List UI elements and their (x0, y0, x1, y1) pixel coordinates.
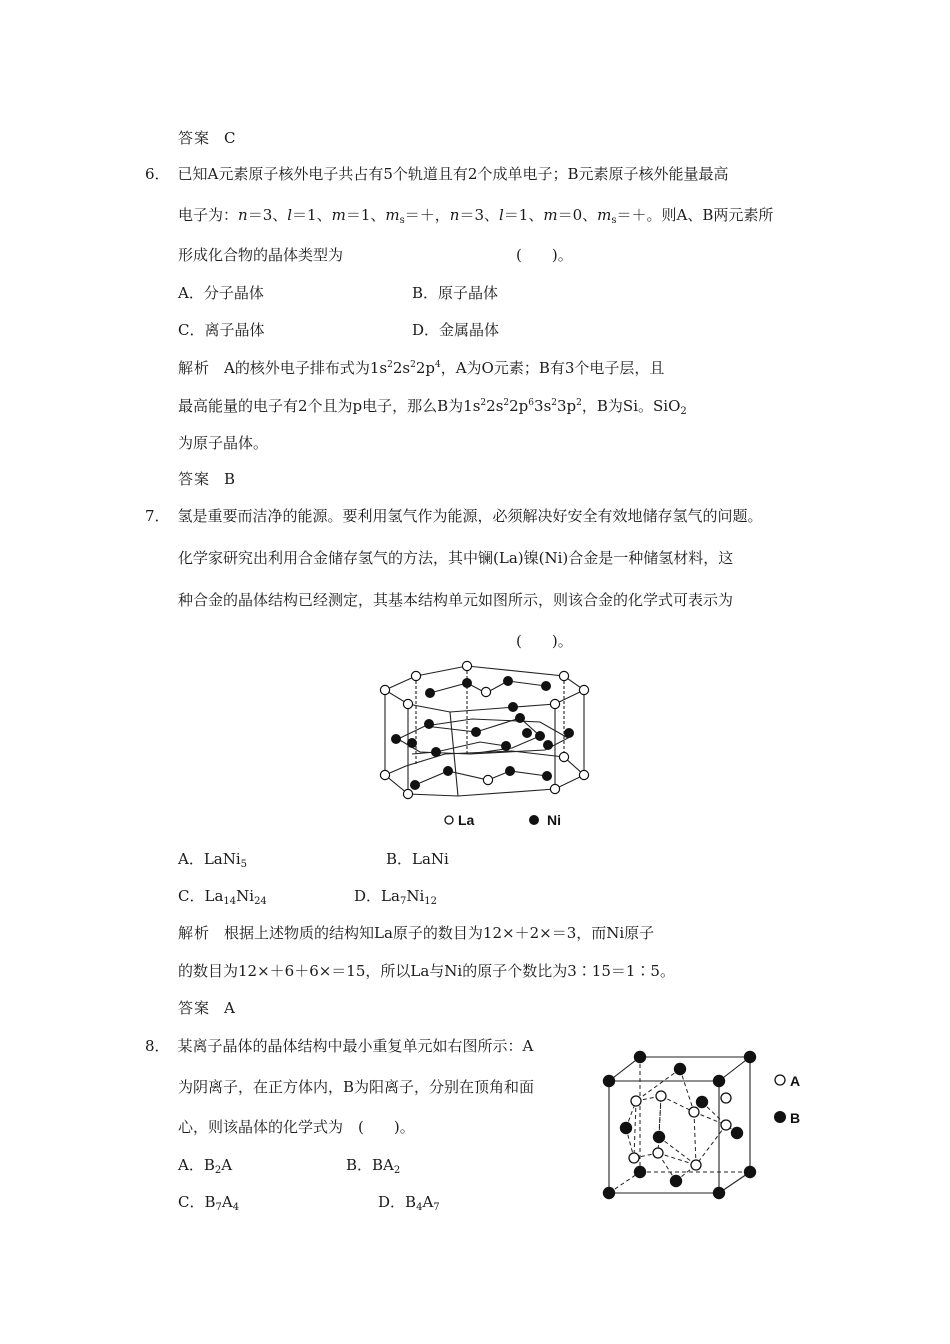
analysis-text: 2p (415, 359, 435, 377)
b-legend-icon (774, 1111, 786, 1123)
a-atom (691, 1160, 701, 1170)
subscript: 7 (433, 1202, 440, 1213)
a-atom (656, 1091, 666, 1101)
option-text: C．B (178, 1193, 216, 1211)
analysis-text: 最高能量的电子有2个且为p电子，那么B为1s (178, 397, 481, 415)
superscript: 2 (480, 398, 487, 408)
b-atom (696, 1096, 708, 1108)
subscript: 2 (680, 406, 687, 417)
answer-label: 答案 (178, 999, 211, 1017)
q6-option-c: C．离子晶体 (178, 321, 265, 339)
option-text: Ni (236, 887, 255, 905)
question-number: 7． (145, 507, 170, 525)
stem-text: 电子为： (178, 206, 239, 224)
quantum-m: m (543, 206, 558, 224)
a-legend-icon (775, 1075, 785, 1085)
q7-answer-bracket: ( )。 (516, 632, 573, 650)
analysis-text: A的核外电子排布式为1s (224, 359, 388, 377)
subscript: s (399, 215, 405, 226)
option-text: C．La (178, 887, 224, 905)
subscript: s (611, 215, 617, 226)
analysis-text: 2s (486, 397, 504, 415)
answer-value: C (224, 129, 236, 147)
stem-text: 氢是重要而洁净的能源。要利用氢气作为能源，必须解决好安全有效地储存氢气的问题。 (177, 507, 763, 525)
subscript: 2 (214, 1165, 222, 1176)
option-text: A．LaNi (178, 850, 241, 868)
quantum-m: m (331, 206, 346, 224)
stem-text: ＝1、 (503, 206, 544, 224)
subscript: 7 (399, 896, 407, 907)
analysis-label: 解析 (178, 924, 211, 942)
ni-legend-label: Ni (547, 812, 561, 828)
superscript: 2 (387, 360, 393, 370)
analysis-text: 2s (392, 359, 411, 377)
option-text: B．BA (346, 1156, 394, 1174)
q6-option-d: D．金属晶体 (412, 321, 500, 339)
analysis-text: 根据上述物质的结构知La原子的数目为12×＋2×＝3，而Ni原子 (224, 924, 655, 942)
q7-analysis-line2: 的数目为12×＋6＋6×＝15，所以La与Ni的原子个数比为3∶15＝1∶5。 (178, 962, 675, 980)
stem-text: ＝3、 (247, 206, 288, 224)
a-atom (721, 1120, 731, 1130)
option-text: Ni (406, 887, 425, 905)
q6-option-b: B．原子晶体 (412, 284, 499, 302)
superscript: 2 (503, 398, 510, 408)
option-text: A．B (178, 1156, 215, 1174)
option-text: A (221, 1156, 233, 1174)
analysis-text: 3p (557, 397, 577, 415)
stem-text: ＝＋。则A、B两元素所 (616, 206, 774, 224)
subscript: 4 (232, 1202, 240, 1213)
b-atom (634, 1051, 646, 1063)
quantum-ms: m (385, 206, 400, 224)
la-legend-label: La (458, 812, 475, 828)
stem-text: 已知A元素原子核外电子共占有5个轨道且有2个成单电子；B元素原子核外能量最高 (177, 165, 729, 183)
quantum-l: l (287, 206, 293, 224)
q8-stem-line3: 心，则该晶体的化学式为 ( )。 (178, 1118, 415, 1136)
subscript: 2 (393, 1165, 401, 1176)
subscript: 24 (254, 896, 267, 907)
b-atom (634, 1166, 646, 1178)
stem-text: ＝＋， (404, 206, 450, 224)
q6-stem-line3: 形成化合物的晶体类型为 (178, 246, 344, 264)
b-atom (731, 1127, 743, 1139)
option-text: D．La (354, 887, 400, 905)
b-legend-label: B (790, 1110, 801, 1126)
subscript: 4 (416, 1202, 423, 1213)
b-atom (674, 1063, 686, 1075)
analysis-text: ，B为Si。SiO (581, 397, 681, 415)
answer-label: 答案 (178, 470, 211, 488)
option-text: B．LaNi (386, 850, 449, 868)
analysis-text: 3s (534, 397, 552, 415)
quantum-ms: m (597, 206, 612, 224)
b-atom (620, 1122, 632, 1134)
superscript: 2 (551, 398, 558, 408)
answer-value: B (224, 470, 236, 488)
q7-stem-line3: 种合金的晶体结构已经测定，其基本结构单元如图所示，则该合金的化学式可表示为 (178, 591, 734, 609)
superscript: 4 (434, 360, 441, 370)
question-number: 8． (145, 1037, 170, 1055)
subscript: 7 (215, 1202, 222, 1213)
a-legend-label: A (790, 1073, 801, 1089)
a-atom (631, 1096, 641, 1106)
stem-text: ＝3、 (459, 206, 499, 224)
answer-value: A (224, 999, 235, 1017)
b-cations (603, 1051, 756, 1199)
superscript: 6 (528, 398, 535, 408)
q6-answer-bracket: ( )。 (516, 246, 573, 264)
option-text: A (221, 1193, 233, 1211)
analysis-text: ，A为O元素；B有3个电子层，且 (440, 359, 665, 377)
a-atom (689, 1107, 699, 1117)
superscript: 2 (410, 360, 416, 370)
subscript: 5 (240, 859, 248, 870)
b-atom (603, 1075, 615, 1087)
q6-analysis-line3: 为原子晶体。 (178, 434, 269, 452)
quantum-n: n (238, 206, 248, 224)
b-atom (744, 1166, 756, 1178)
option-text: A (422, 1193, 434, 1211)
subscript: 12 (424, 896, 437, 907)
answer-label: 答案 (178, 129, 211, 147)
analysis-label: 解析 (178, 359, 211, 377)
superscript: 2 (576, 398, 582, 408)
a-atom (653, 1148, 663, 1158)
stem-text: 某离子晶体的晶体结构中最小重复单元如右图所示：A (177, 1037, 534, 1055)
subscript: 14 (223, 896, 237, 907)
b-atom (603, 1187, 615, 1199)
b-atom (713, 1187, 725, 1199)
stem-text: ＝1、 (292, 206, 332, 224)
a-atom (721, 1093, 731, 1103)
option-text: D．B (378, 1193, 417, 1211)
quantum-l: l (498, 206, 504, 224)
quantum-n: n (449, 206, 460, 224)
a-anions (629, 1091, 731, 1170)
q8-stem-line2: 为阴离子，在正方体内，B为阳离子，分别在顶角和面 (178, 1078, 535, 1096)
stem-text: ＝1、 (345, 206, 386, 224)
q7-stem-line2: 化学家研究出利用合金储存氢气的方法，其中镧(La)镍(Ni)合金是一种储氢材料，这 (178, 549, 734, 567)
b-atom (653, 1131, 665, 1143)
q6-option-a: A．分子晶体 (178, 284, 264, 302)
b-atom (670, 1175, 682, 1187)
stem-text: ＝0、 (557, 206, 598, 224)
question-number: 6． (145, 165, 170, 183)
a-atom (629, 1153, 639, 1163)
b-atom (744, 1051, 756, 1063)
analysis-text: 2p (509, 397, 529, 415)
b-atom (713, 1075, 725, 1087)
